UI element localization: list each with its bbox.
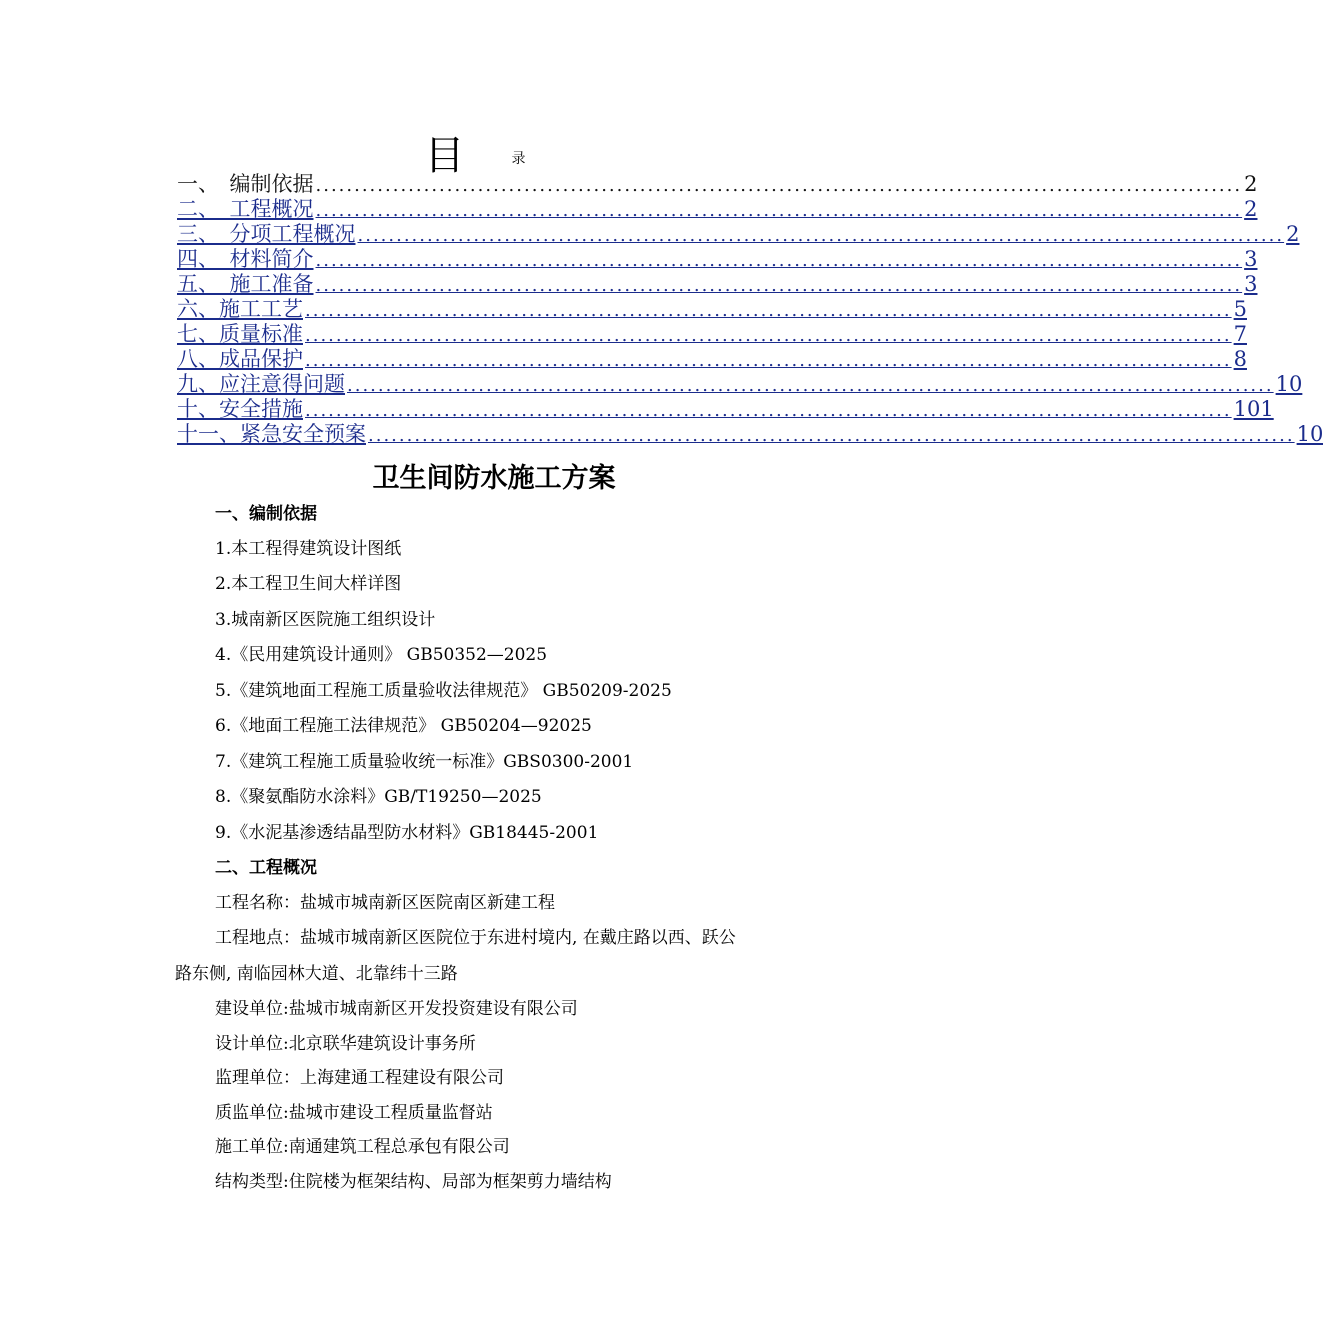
toc-leader-dots: ........................................................................................................................ [305, 300, 1232, 321]
toc-leader-dots: ........................................................................................................................ [305, 350, 1232, 371]
design-unit: 设计单位:北京联华建筑设计事务所 [215, 1034, 476, 1054]
basis-item: 3.城南新区医院施工组织设计 [215, 610, 436, 630]
basis-item: 6.《地面工程施工法律规范》 GB50204—92025 [215, 716, 592, 736]
toc-entry[interactable] [177, 422, 1323, 447]
toc-entry-page: 2 [1286, 222, 1300, 246]
toc-entry[interactable] [177, 222, 1300, 247]
basis-item: 2.本工程卫生间大样详图 [215, 574, 402, 594]
toc-leader-dots: ........................................................................................................................ [315, 175, 1243, 196]
project-name: 工程名称：盐城市城南新区医院南区新建工程 [215, 893, 555, 913]
toc-leader-dots: ........................................................................................................................ [315, 250, 1243, 271]
toc-entry[interactable] [177, 272, 1258, 297]
basis-item: 8.《聚氨酯防水涂料》GB/T19250—2025 [215, 787, 542, 807]
toc-entry-label: 八、成品保护 [177, 347, 303, 371]
toc-entry[interactable] [177, 197, 1258, 222]
toc-entry-label: 一、 编制依据 [177, 172, 314, 196]
toc-entry[interactable] [177, 247, 1258, 272]
toc-leader-dots: ........................................................................................................................ [315, 200, 1243, 221]
toc-leader-dots: ........................................................................................................................ [347, 375, 1274, 396]
toc-entry-label: 十、安全措施 [177, 397, 303, 421]
toc-entry[interactable] [177, 322, 1247, 347]
toc-entry[interactable] [177, 347, 1247, 372]
section-heading-overview: 二、工程概况 [215, 858, 317, 878]
toc-entry [177, 172, 1258, 197]
toc-entry-page: 101 [1233, 397, 1274, 421]
basis-item: 5.《建筑地面工程施工质量验收法律规范》 GB50209-2025 [215, 681, 672, 701]
toc-leader-dots: ........................................................................................................................ [305, 400, 1232, 421]
toc-entry-label: 六、施工工艺 [177, 297, 303, 321]
toc-entry[interactable] [177, 397, 1274, 422]
basis-item: 7.《建筑工程施工质量验收统一标准》GBS0300-2001 [215, 752, 634, 772]
toc-entry-label: 二、 工程概况 [177, 197, 314, 221]
project-location-line2: 路东侧, 南临园林大道、北靠纬十三路 [175, 964, 458, 984]
toc-entry-page: 8 [1233, 347, 1247, 371]
toc-entry-page: 2 [1244, 197, 1258, 221]
toc-entry-page: 10 [1275, 372, 1303, 396]
basis-item: 1.本工程得建筑设计图纸 [215, 539, 402, 559]
project-location-line1: 工程地点：盐城市城南新区医院位于东进村境内, 在戴庄路以西、跃公 [215, 928, 736, 948]
builder-unit: 建设单位:盐城市城南新区开发投资建设有限公司 [215, 999, 578, 1019]
toc-entry-label: 三、 分项工程概况 [177, 222, 356, 246]
contractor-unit: 施工单位:南通建筑工程总承包有限公司 [215, 1137, 510, 1157]
toc-entry-label: 五、 施工准备 [177, 272, 314, 296]
document-title: 卫生间防水施工方案 [372, 463, 616, 494]
supervision-unit: 监理单位：上海建通工程建设有限公司 [215, 1068, 504, 1088]
toc-title-big: 目 [424, 133, 465, 179]
toc-entry-label: 九、应注意得问题 [177, 372, 345, 396]
basis-item: 9.《水泥基渗透结晶型防水材料》GB18445-2001 [215, 823, 599, 843]
toc-entry-page: 3 [1244, 272, 1258, 296]
toc-leader-dots: ........................................................................................................................ [305, 325, 1232, 346]
table-of-contents [177, 172, 1323, 447]
toc-entry-page: 10 [1296, 422, 1323, 446]
toc-entry-page: 5 [1233, 297, 1247, 321]
toc-title-small: 录 [511, 151, 526, 167]
basis-item: 4.《民用建筑设计通则》 GB50352—2025 [215, 645, 548, 665]
toc-entry-page: 2 [1244, 172, 1258, 196]
toc-leader-dots: ........................................................................................................................ [357, 225, 1285, 246]
toc-entry-label: 十一、紧急安全预案 [177, 422, 366, 446]
quality-unit: 质监单位:盐城市建设工程质量监督站 [215, 1103, 493, 1123]
structure-type: 结构类型:住院楼为框架结构、局部为框架剪力墙结构 [215, 1172, 612, 1192]
toc-entry-label: 七、质量标准 [177, 322, 303, 346]
toc-entry[interactable] [177, 297, 1247, 322]
toc-entry[interactable] [177, 372, 1303, 397]
section-heading-basis: 一、编制依据 [215, 504, 317, 524]
toc-leader-dots: ........................................................................................................................ [315, 275, 1243, 296]
toc-entry-page: 7 [1233, 322, 1247, 346]
toc-leader-dots: ........................................................................................................................ [368, 425, 1295, 446]
toc-entry-page: 3 [1244, 247, 1258, 271]
toc-entry-label: 四、 材料简介 [177, 247, 314, 271]
